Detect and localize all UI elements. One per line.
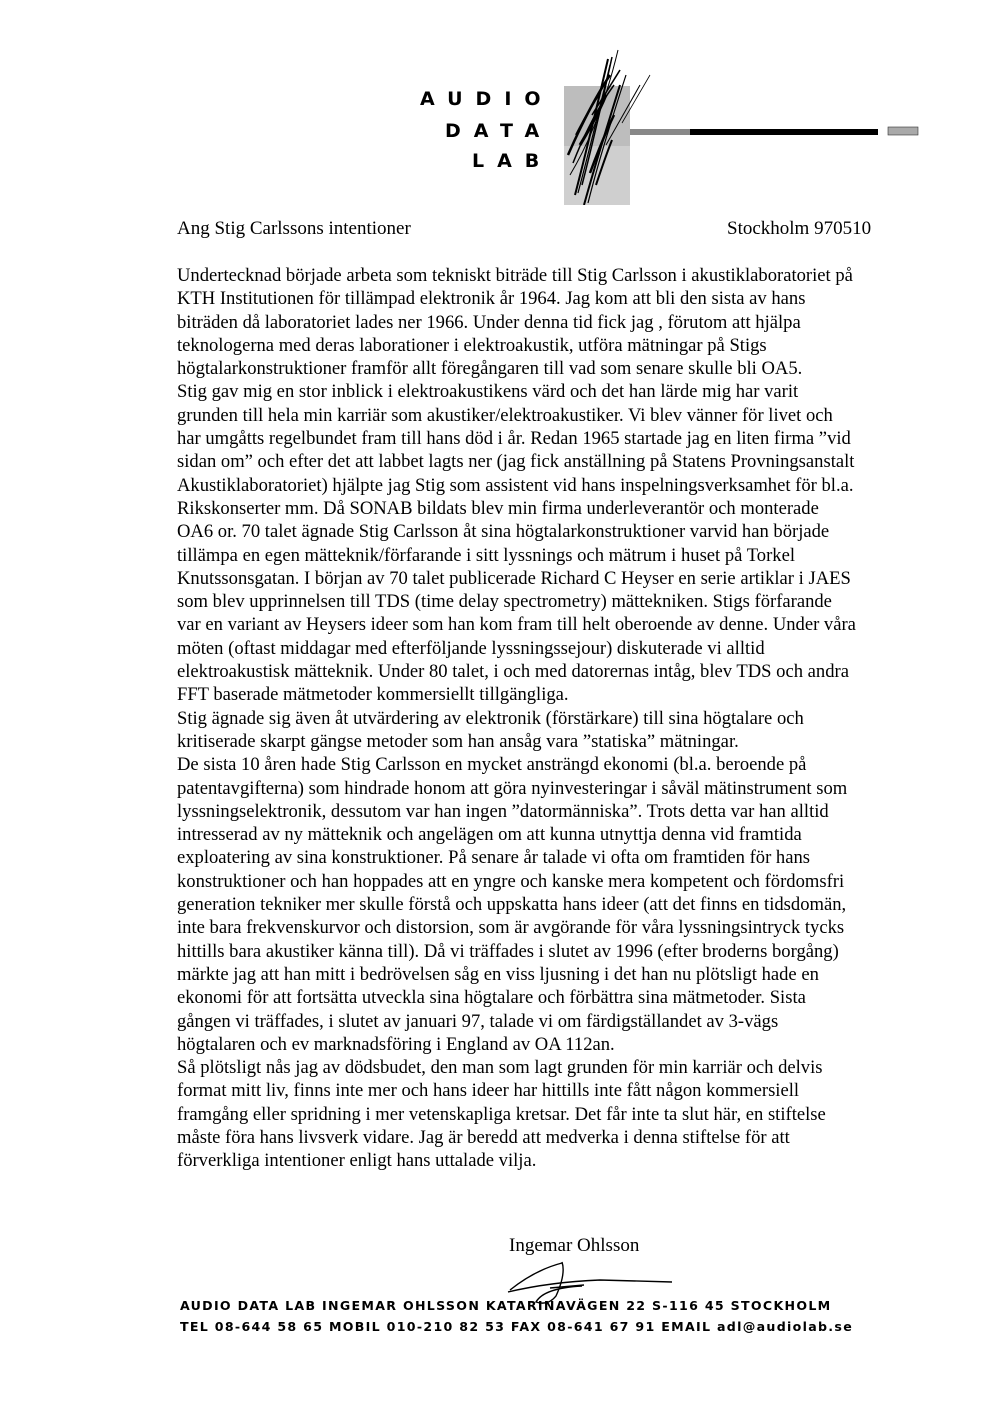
body-line: elektroakustisk mätteknik. Under 80 talet, i och med datorernas intåg, blev TDS och andra bbox=[177, 661, 849, 683]
body-line: generation tekniker mer skulle förstå och uppskatta hans ideer (att det finns en tidsdomän, bbox=[177, 894, 847, 916]
body-line: gången vi träffades, i slutet av januari 97, talade vi om färdigställandet av 3-vägs bbox=[177, 1010, 779, 1032]
body-line: ekonomi för att fortsätta utveckla sina högtalare och förbättra sina mätmetoder. Sista bbox=[177, 987, 806, 1009]
body-line: Undertecknad började arbeta som tekniskt biträde till Stig Carlsson i akustiklaboratoriet på bbox=[177, 265, 853, 286]
body-line: intresserad av ny mätteknik och angelägen om att kunna utnyttja denna vid framtida bbox=[177, 824, 802, 846]
body-line: konstruktioner och han hoppades att en yngre och kanske mera kompetent och fördomsfri bbox=[177, 870, 845, 892]
body-line: inte bara frekvenskurvor och distorsion, som är avgörande för våra lyssningsintryck tycks bbox=[177, 917, 845, 939]
body-line: var en variant av Heysers ideer som han kom fram till helt oberoende av denne. Under våra bbox=[177, 614, 856, 636]
body-line: Knutssonsgatan. I början av 70 talet publicerade Richard C Heyser en serie artiklar i JAES bbox=[177, 567, 851, 589]
body-line: förverkliga intentioner enligt hans uttalade vilja. bbox=[177, 1150, 537, 1172]
body-line: som blev upprinnelsen till TDS (time delay spectrometry) mättekniken. Stigs förfarande bbox=[177, 591, 832, 613]
body-line: kritiserade skarpt gängse metoder som han ansåg vara ”statiska” mätningar. bbox=[177, 730, 739, 752]
body-line: framgång eller spridning i mer vetenskapliga kretsar. Det får inte ta slut här, en stiftelse bbox=[177, 1103, 826, 1125]
body-line: sidan om” och efter det att labbet lagts ner (jag fick anställning på Statens Provningsanstalt bbox=[177, 451, 855, 473]
footer-address: AUDIO DATA LAB INGEMAR OHLSSON KATARINAVÄGEN 22 S-116 45 STOCKHOLM bbox=[180, 1298, 832, 1313]
body-line: FFT baserade mätmetoder kommersiellt tillgängliga. bbox=[177, 684, 569, 706]
body-line: har umgåtts regelbundet fram till hans död i år. Redan 1965 startade jag en liten firma ”vid bbox=[177, 428, 851, 450]
body-line: KTH Institutionen för tillämpad elektronik år 1964. Jag kom att bli den sista av hans bbox=[177, 288, 806, 310]
logo-text-lab: LAB bbox=[472, 150, 553, 172]
body-line: format mitt liv, finns inte mer och hans ideer har hittills inte fått någon kommersiell bbox=[177, 1080, 800, 1102]
body-line: grunden till hela min karriär som akustiker/elektroakustiker. Vi blev vänner för livet och bbox=[177, 404, 833, 426]
logo-graphic bbox=[540, 45, 940, 205]
body-line: Rikskonserter mm. Då SONAB bildats blev min firma underleverantör och monterade bbox=[177, 497, 819, 519]
body-line: hittills bara akustiker känna till). Då vi träffades i slutet av 1996 (efter broderns borgång) bbox=[177, 940, 839, 962]
body-line: Stig ägnade sig även åt utvärdering av elektronik (förstärkare) till sina högtalare och bbox=[177, 707, 804, 729]
body-line: möten (oftast middagar med efterföljande lyssningssejour) diskuterade vi alltid bbox=[177, 637, 765, 659]
logo-text-data: DATA bbox=[445, 120, 553, 142]
logo-text-audio: AUDIO bbox=[420, 88, 554, 110]
letter-dateline: Stockholm 970510 bbox=[727, 218, 872, 239]
footer-contact: TEL 08-644 58 65 MOBIL 010-210 82 53 FAX 08-641 67 91 EMAIL adl@audiolab.se bbox=[180, 1319, 854, 1334]
body-line: De sista 10 åren hade Stig Carlsson en mycket ansträngd ekonomi (bl.a. beroende på bbox=[177, 754, 807, 776]
body-line: Så plötsligt nås jag av dödsbudet, den man som lagt grunden för min karriär och delvis bbox=[177, 1057, 823, 1079]
letter-subject: Ang Stig Carlssons intentioner bbox=[177, 218, 411, 239]
body-line: OA6 or. 70 talet ägnade Stig Carlsson åt sina högtalarkonstruktioner varvid han började bbox=[177, 521, 830, 543]
body-line: teknologerna med deras laborationer i elektroakustik, utföra mätningar på Stigs bbox=[177, 334, 767, 356]
signature-name: Ingemar Ohlsson bbox=[509, 1235, 640, 1256]
body-line: biträden då laboratoriet lades ner 1966. Under denna tid fick jag , förutom att hjälpa bbox=[177, 311, 801, 333]
body-line: tillämpa en egen mätteknik/förfarande i sitt lyssnings och mätrum i huset på Torkel bbox=[177, 544, 795, 566]
body-line: exploatering av sina konstruktioner. På senare år talade vi ofta om framtiden för hans bbox=[177, 847, 811, 869]
body-line: lyssningselektronik, dessutom var han ingen ”datormänniska”. Trots detta var han alltid bbox=[177, 800, 829, 822]
body-line: patentavgifterna) som hindrade honom att göra nyinvesteringar i såväl mätinstrument som bbox=[177, 777, 848, 799]
letter-body bbox=[177, 264, 907, 1173]
body-line: Akustiklaboratoriet) hjälpte jag Stig som assistent vid hans inspelningsverksamhet för bl.a. bbox=[177, 474, 854, 496]
body-line: högtalarkonstruktioner framför allt föregångaren till vad som senare skulle bli OA5. bbox=[177, 358, 803, 380]
body-line: högtalaren och ev marknadsföring i England av OA 112an. bbox=[177, 1033, 615, 1055]
body-line: märkte jag att han mitt i bedrövelsen såg en viss ljusning i det han nu plötsligt hade en bbox=[177, 963, 819, 985]
body-line: måste föra hans livsverk vidare. Jag är beredd att medverka i denna stiftelse för att bbox=[177, 1126, 790, 1148]
body-line: Stig gav mig en stor inblick i elektroakustikens värd och det han lärde mig har varit bbox=[177, 381, 799, 403]
